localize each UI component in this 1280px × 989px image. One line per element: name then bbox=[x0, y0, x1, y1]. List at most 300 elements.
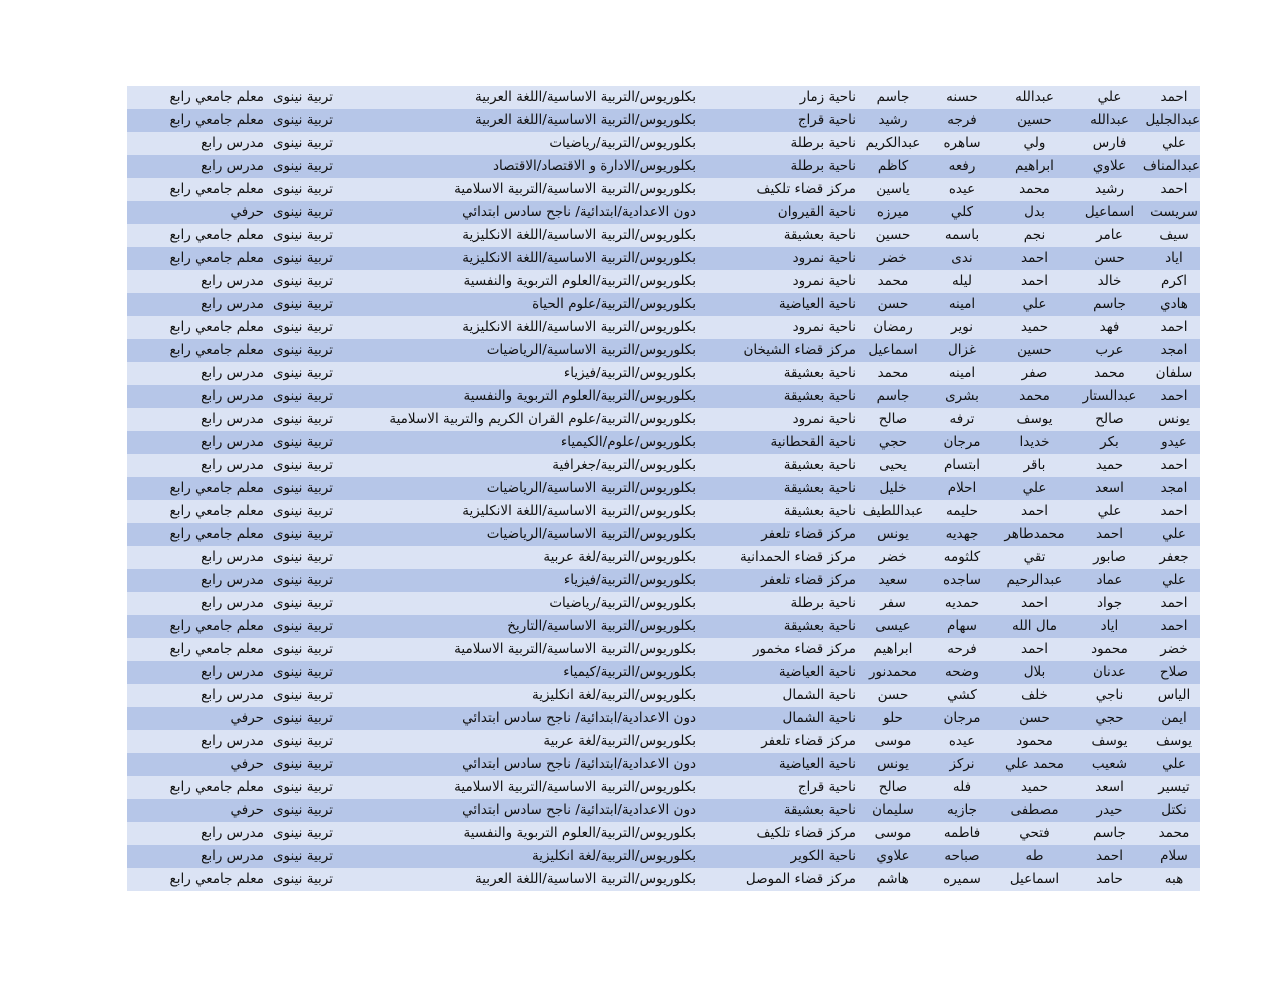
cell-grade: مدرس رابع bbox=[201, 135, 264, 151]
cell-first-name: اكرم bbox=[1161, 273, 1187, 289]
cell-mother-father-name: اسماعيل bbox=[868, 342, 918, 358]
cell-mother-name: جهديه bbox=[945, 526, 979, 542]
cell-directorate: تربية نينوى bbox=[272, 848, 333, 864]
table-row bbox=[127, 454, 1200, 477]
cell-directorate: تربية نينوى bbox=[272, 112, 333, 128]
cell-district: مركز قضاء تلكيف bbox=[756, 825, 856, 841]
cell-father-name: رشيد bbox=[1095, 181, 1124, 197]
cell-father-name: ناجي bbox=[1095, 687, 1124, 703]
cell-directorate: تربية نينوى bbox=[272, 365, 333, 381]
cell-qualification: بكلوريوس/الادارة و الاقتصاد/الاقتصاد bbox=[492, 158, 696, 174]
cell-directorate: تربية نينوى bbox=[272, 319, 333, 335]
cell-mother-father-name: محمدنور bbox=[868, 664, 918, 680]
cell-grandfather-name: حسن bbox=[1019, 710, 1050, 726]
cell-directorate: تربية نينوى bbox=[272, 687, 333, 703]
table-row bbox=[127, 155, 1200, 178]
cell-mother-father-name: ابراهيم bbox=[873, 641, 913, 657]
cell-grade: مدرس رابع bbox=[201, 296, 264, 312]
cell-grade: مدرس رابع bbox=[201, 365, 264, 381]
cell-mother-father-name: سفر bbox=[880, 595, 906, 611]
cell-directorate: تربية نينوى bbox=[272, 89, 333, 105]
cell-grandfather-name: احمد bbox=[1021, 595, 1048, 611]
cell-grade: مدرس رابع bbox=[201, 158, 264, 174]
cell-mother-name: كلي bbox=[950, 204, 974, 220]
table-row bbox=[127, 86, 1200, 109]
cell-grade: مدرس رابع bbox=[201, 457, 264, 473]
cell-first-name: احمد bbox=[1160, 503, 1188, 519]
cell-qualification: بكلوريوس/التربية الاساسية/الرياضيات bbox=[486, 526, 696, 542]
table-row bbox=[127, 132, 1200, 155]
cell-directorate: تربية نينوى bbox=[272, 503, 333, 519]
cell-father-name: علي bbox=[1097, 503, 1122, 519]
cell-directorate: تربية نينوى bbox=[272, 710, 333, 726]
cell-grandfather-name: خديدا bbox=[1019, 434, 1050, 450]
cell-father-name: جواد bbox=[1096, 595, 1123, 611]
cell-grandfather-name: طه bbox=[1025, 848, 1044, 864]
cell-grandfather-name: ابراهيم bbox=[1015, 158, 1054, 174]
cell-father-name: جاسم bbox=[1093, 296, 1126, 312]
cell-grandfather-name: حسين bbox=[1017, 112, 1052, 128]
cell-district: ناحية العياضية bbox=[778, 756, 856, 772]
cell-grade: معلم جامعي رابع bbox=[169, 526, 264, 542]
cell-mother-father-name: علاوي bbox=[876, 848, 910, 864]
cell-grandfather-name: احمد bbox=[1021, 273, 1048, 289]
cell-qualification: بكلوريوس/التربية/لغة انكليزية bbox=[531, 687, 696, 703]
cell-mother-name: مرجان bbox=[943, 710, 981, 726]
cell-father-name: عماد bbox=[1096, 572, 1123, 588]
cell-grandfather-name: مال الله bbox=[1011, 618, 1057, 634]
cell-grade: مدرس رابع bbox=[201, 434, 264, 450]
cell-first-name: علي bbox=[1162, 526, 1186, 542]
cell-directorate: تربية نينوى bbox=[272, 273, 333, 289]
cell-mother-name: فرجه bbox=[947, 112, 977, 128]
cell-directorate: تربية نينوى bbox=[272, 871, 333, 887]
cell-first-name: امجد bbox=[1160, 480, 1188, 496]
cell-directorate: تربية نينوى bbox=[272, 388, 333, 404]
cell-grade: مدرس رابع bbox=[201, 687, 264, 703]
cell-district: ناحية قراج bbox=[797, 112, 856, 128]
cell-directorate: تربية نينوى bbox=[272, 204, 333, 220]
cell-mother-name: جازيه bbox=[947, 802, 977, 818]
cell-district: ناحية الشمال bbox=[782, 710, 856, 726]
cell-grandfather-name: باقر bbox=[1023, 457, 1046, 473]
cell-first-name: احمد bbox=[1160, 181, 1188, 197]
cell-father-name: يوسف bbox=[1091, 733, 1128, 749]
cell-father-name: عبدالله bbox=[1090, 112, 1129, 128]
cell-mother-name: ندى bbox=[951, 250, 973, 266]
cell-district: مركز قضاء الموصل bbox=[745, 871, 856, 887]
cell-grandfather-name: ولي bbox=[1023, 135, 1046, 151]
cell-district: ناحية القيروان bbox=[777, 204, 856, 220]
cell-grandfather-name: فتحي bbox=[1019, 825, 1050, 841]
cell-district: ناحية برطلة bbox=[790, 595, 856, 611]
cell-mother-father-name: حسن bbox=[877, 687, 909, 703]
table-row bbox=[127, 546, 1200, 569]
cell-grade: مدرس رابع bbox=[201, 595, 264, 611]
cell-mother-name: بشرى bbox=[945, 388, 979, 404]
cell-first-name: احمد bbox=[1160, 89, 1188, 105]
cell-father-name: محمد bbox=[1094, 365, 1125, 381]
cell-first-name: علي bbox=[1162, 756, 1186, 772]
cell-mother-father-name: حجي bbox=[878, 434, 908, 450]
cell-directorate: تربية نينوى bbox=[272, 411, 333, 427]
cell-first-name: عيدو bbox=[1161, 434, 1187, 450]
cell-first-name: اياد bbox=[1165, 250, 1183, 266]
cell-mother-name: صباحه bbox=[944, 848, 980, 864]
cell-grade: معلم جامعي رابع bbox=[169, 89, 264, 105]
cell-mother-name: ابتسام bbox=[943, 457, 981, 473]
cell-mother-father-name: يونس bbox=[877, 756, 909, 772]
cell-grandfather-name: احمد bbox=[1021, 641, 1048, 657]
cell-first-name: الياس bbox=[1157, 687, 1191, 703]
cell-first-name: جعفر bbox=[1159, 549, 1189, 565]
cell-first-name: تيسير bbox=[1158, 779, 1190, 795]
cell-first-name: محمد bbox=[1158, 825, 1190, 841]
cell-father-name: عامر bbox=[1096, 227, 1123, 243]
cell-first-name: سلام bbox=[1160, 848, 1188, 864]
cell-mother-father-name: سعيد bbox=[878, 572, 908, 588]
cell-mother-name: حمديه bbox=[944, 595, 980, 611]
cell-district: مركز قضاء تلكيف bbox=[756, 181, 856, 197]
cell-district: ناحية بعشيقة bbox=[783, 480, 856, 496]
cell-grandfather-name: خلف bbox=[1021, 687, 1048, 703]
cell-mother-name: نركز bbox=[949, 756, 975, 772]
table-row bbox=[127, 661, 1200, 684]
cell-district: ناحية العياضية bbox=[778, 296, 856, 312]
table-row bbox=[127, 799, 1200, 822]
cell-mother-name: عيده bbox=[948, 181, 976, 197]
cell-qualification: بكلوريوس/التربية/علوم الحياة bbox=[532, 296, 696, 312]
cell-directorate: تربية نينوى bbox=[272, 434, 333, 450]
cell-grade: معلم جامعي رابع bbox=[169, 181, 264, 197]
table-row bbox=[127, 247, 1200, 270]
cell-first-name: خضر bbox=[1160, 641, 1188, 657]
table-row bbox=[127, 615, 1200, 638]
cell-grade: مدرس رابع bbox=[201, 411, 264, 427]
cell-mother-father-name: جاسم bbox=[876, 388, 910, 404]
table-row bbox=[127, 431, 1200, 454]
cell-district: ناحية برطلة bbox=[790, 158, 856, 174]
cell-grandfather-name: مصطفى bbox=[1010, 802, 1059, 818]
cell-father-name: جاسم bbox=[1093, 825, 1126, 841]
cell-qualification: بكلوريوس/التربية الاساسية/التربية الاسلامية bbox=[454, 181, 696, 197]
cell-father-name: حسن bbox=[1094, 250, 1125, 266]
cell-first-name: علي bbox=[1162, 135, 1186, 151]
table-row bbox=[127, 822, 1200, 845]
cell-first-name: نكتل bbox=[1161, 802, 1187, 818]
cell-mother-father-name: خليل bbox=[879, 480, 907, 496]
cell-father-name: احمد bbox=[1096, 526, 1123, 542]
cell-mother-father-name: خضر bbox=[879, 250, 907, 266]
cell-qualification: دون الاعدادية/ابتدائية/ ناجح سادس ابتدائي bbox=[462, 204, 696, 220]
cell-qualification: بكلوريوس/التربية/لغة عربية bbox=[543, 549, 696, 565]
cell-grandfather-name: محمد علي bbox=[1005, 756, 1064, 772]
cell-grandfather-name: علي bbox=[1022, 296, 1047, 312]
cell-mother-name: فرحه bbox=[947, 641, 977, 657]
cell-grandfather-name: يوسف bbox=[1016, 411, 1053, 427]
cell-grandfather-name: بدل bbox=[1024, 204, 1045, 220]
cell-first-name: علي bbox=[1162, 572, 1186, 588]
cell-first-name: ايمن bbox=[1161, 710, 1187, 726]
cell-grade: معلم جامعي رابع bbox=[169, 871, 264, 887]
cell-qualification: بكلوريوس/التربية الاساسية/اللغة الانكليزية bbox=[462, 227, 696, 243]
cell-qualification: بكلوريوس/التربية/العلوم التربوية والنفسية bbox=[463, 388, 696, 404]
cell-first-name: هادي bbox=[1160, 296, 1188, 312]
cell-grandfather-name: احمد bbox=[1021, 503, 1048, 519]
cell-qualification: بكلوريوس/التربية الاساسية/اللغة الانكليزية bbox=[462, 250, 696, 266]
cell-qualification: بكلوريوس/التربية الاساسية/الرياضيات bbox=[486, 480, 696, 496]
cell-first-name: سريست bbox=[1150, 204, 1198, 220]
cell-district: ناحية نمرود bbox=[792, 250, 856, 266]
cell-first-name: احمد bbox=[1160, 388, 1188, 404]
cell-father-name: خالد bbox=[1097, 273, 1122, 289]
cell-mother-name: ليله bbox=[952, 273, 972, 289]
cell-directorate: تربية نينوى bbox=[272, 296, 333, 312]
cell-qualification: بكلوريوس/التربية الاساسية/اللغة الانكليزية bbox=[462, 319, 696, 335]
cell-grandfather-name: احمد bbox=[1021, 250, 1048, 266]
cell-father-name: اسعد bbox=[1095, 480, 1124, 496]
cell-grandfather-name: عبدالله bbox=[1015, 89, 1054, 105]
cell-first-name: احمد bbox=[1160, 595, 1188, 611]
cell-first-name: عبدالمناف bbox=[1142, 158, 1200, 174]
cell-district: مركز قضاء تلعفر bbox=[761, 733, 856, 749]
cell-directorate: تربية نينوى bbox=[272, 181, 333, 197]
cell-mother-father-name: حلو bbox=[883, 710, 903, 726]
cell-grade: معلم جامعي رابع bbox=[169, 319, 264, 335]
cell-mother-father-name: خضر bbox=[879, 549, 907, 565]
cell-district: ناحية نمرود bbox=[792, 411, 856, 427]
cell-first-name: هبه bbox=[1164, 871, 1184, 887]
cell-mother-name: امينه bbox=[948, 296, 976, 312]
cell-qualification: بكلوريوس/التربية/رياضيات bbox=[549, 135, 696, 151]
cell-directorate: تربية نينوى bbox=[272, 733, 333, 749]
cell-grade: معلم جامعي رابع bbox=[169, 342, 264, 358]
cell-first-name: امجد bbox=[1160, 342, 1188, 358]
table-row bbox=[127, 684, 1200, 707]
cell-mother-name: امينه bbox=[948, 365, 976, 381]
table-row bbox=[127, 523, 1200, 546]
cell-qualification: بكلوريوس/علوم/الكيمياء bbox=[560, 434, 696, 450]
cell-mother-name: باسمه bbox=[944, 227, 980, 243]
cell-grandfather-name: عبدالرحيم bbox=[1006, 572, 1063, 588]
cell-district: ناحية بعشيقة bbox=[783, 503, 856, 519]
table-row bbox=[127, 592, 1200, 615]
cell-mother-father-name: هاشم bbox=[877, 871, 909, 887]
cell-mother-name: غزال bbox=[947, 342, 977, 358]
cell-grade: معلم جامعي رابع bbox=[169, 227, 264, 243]
table-row bbox=[127, 638, 1200, 661]
table-row bbox=[127, 730, 1200, 753]
table-row bbox=[127, 868, 1200, 891]
cell-mother-name: سميره bbox=[943, 871, 981, 887]
cell-mother-father-name: صالح bbox=[878, 411, 908, 427]
cell-district: ناحية القحطانية bbox=[770, 434, 856, 450]
cell-district: ناحية بعشيقة bbox=[783, 802, 856, 818]
cell-directorate: تربية نينوى bbox=[272, 549, 333, 565]
cell-directorate: تربية نينوى bbox=[272, 825, 333, 841]
cell-qualification: بكلوريوس/التربية/جغرافية bbox=[552, 457, 696, 473]
cell-grade: حرفي bbox=[230, 802, 264, 818]
cell-grade: مدرس رابع bbox=[201, 273, 264, 289]
cell-grade: معلم جامعي رابع bbox=[169, 641, 264, 657]
cell-grandfather-name: حميد bbox=[1020, 779, 1049, 795]
cell-first-name: سلفان bbox=[1155, 365, 1193, 381]
cell-grade: مدرس رابع bbox=[201, 825, 264, 841]
table-row bbox=[127, 316, 1200, 339]
cell-grandfather-name: حسين bbox=[1017, 342, 1052, 358]
cell-qualification: بكلوريوس/التربية الاساسية/الرياضيات bbox=[486, 342, 696, 358]
cell-mother-father-name: يحيى bbox=[879, 457, 907, 473]
cell-grade: معلم جامعي رابع bbox=[169, 618, 264, 634]
cell-mother-name: مرجان bbox=[943, 434, 981, 450]
cell-father-name: حامد bbox=[1096, 871, 1123, 887]
cell-district: ناحية بعشيقة bbox=[783, 457, 856, 473]
cell-father-name: عدنان bbox=[1093, 664, 1126, 680]
cell-father-name: صابور bbox=[1093, 549, 1126, 565]
table-row bbox=[127, 707, 1200, 730]
cell-mother-father-name: ياسين bbox=[876, 181, 910, 197]
cell-mother-name: رفعه bbox=[948, 158, 976, 174]
table-row bbox=[127, 753, 1200, 776]
cell-district: ناحية العياضية bbox=[778, 664, 856, 680]
table-row bbox=[127, 109, 1200, 132]
cell-grade: حرفي bbox=[230, 756, 264, 772]
cell-qualification: دون الاعدادية/ابتدائية/ ناجح سادس ابتدائي bbox=[462, 802, 696, 818]
cell-first-name: صلاح bbox=[1159, 664, 1189, 680]
cell-grade: مدرس رابع bbox=[201, 549, 264, 565]
cell-directorate: تربية نينوى bbox=[272, 250, 333, 266]
cell-district: ناحية الشمال bbox=[782, 687, 856, 703]
cell-mother-name: كشي bbox=[947, 687, 977, 703]
table-row bbox=[127, 500, 1200, 523]
cell-grade: مدرس رابع bbox=[201, 572, 264, 588]
cell-grade: معلم جامعي رابع bbox=[169, 503, 264, 519]
data-table bbox=[127, 86, 1200, 891]
cell-district: ناحية بعشيقة bbox=[783, 227, 856, 243]
cell-directorate: تربية نينوى bbox=[272, 572, 333, 588]
cell-directorate: تربية نينوى bbox=[272, 457, 333, 473]
cell-grandfather-name: صفر bbox=[1021, 365, 1048, 381]
cell-father-name: محمود bbox=[1091, 641, 1128, 657]
cell-district: ناحية نمرود bbox=[792, 319, 856, 335]
cell-mother-father-name: عيسى bbox=[875, 618, 911, 634]
cell-qualification: بكلوريوس/التربية/كيمياء bbox=[563, 664, 696, 680]
cell-grade: حرفي bbox=[230, 710, 264, 726]
cell-qualification: دون الاعدادية/ابتدائية/ ناجح سادس ابتدائي bbox=[462, 710, 696, 726]
cell-father-name: عبدالستار bbox=[1082, 388, 1137, 404]
table-row bbox=[127, 224, 1200, 247]
cell-father-name: احمد bbox=[1096, 848, 1123, 864]
cell-father-name: علي bbox=[1097, 89, 1122, 105]
cell-mother-name: احلام bbox=[947, 480, 977, 496]
cell-first-name: يونس bbox=[1158, 411, 1190, 427]
cell-father-name: صالح bbox=[1095, 411, 1124, 427]
cell-directorate: تربية نينوى bbox=[272, 595, 333, 611]
cell-district: مركز قضاء تلعفر bbox=[761, 572, 856, 588]
cell-directorate: تربية نينوى bbox=[272, 342, 333, 358]
cell-directorate: تربية نينوى bbox=[272, 480, 333, 496]
cell-grandfather-name: بلال bbox=[1023, 664, 1046, 680]
table-row bbox=[127, 776, 1200, 799]
cell-district: مركز قضاء الحمدانية bbox=[739, 549, 856, 565]
cell-qualification: بكلوريوس/التربية/العلوم التربوية والنفسية bbox=[463, 273, 696, 289]
cell-first-name: سيف bbox=[1159, 227, 1189, 243]
cell-father-name: عرب bbox=[1095, 342, 1124, 358]
table-row bbox=[127, 293, 1200, 316]
cell-district: ناحية بعشيقة bbox=[783, 365, 856, 381]
cell-directorate: تربية نينوى bbox=[272, 802, 333, 818]
cell-father-name: اسعد bbox=[1095, 779, 1124, 795]
cell-qualification: بكلوريوس/التربية/فيزياء bbox=[563, 365, 696, 381]
cell-grandfather-name: نجم bbox=[1023, 227, 1046, 243]
cell-grade: معلم جامعي رابع bbox=[169, 480, 264, 496]
cell-grade: معلم جامعي رابع bbox=[169, 779, 264, 795]
cell-father-name: حميد bbox=[1095, 457, 1124, 473]
cell-first-name: يوسف bbox=[1155, 733, 1193, 749]
table-row bbox=[127, 178, 1200, 201]
cell-qualification: دون الاعدادية/ابتدائية/ ناجح سادس ابتدائي bbox=[462, 756, 696, 772]
cell-mother-name: ترفه bbox=[949, 411, 975, 427]
cell-directorate: تربية نينوى bbox=[272, 756, 333, 772]
cell-grade: معلم جامعي رابع bbox=[169, 250, 264, 266]
cell-mother-father-name: عبدالكريم bbox=[865, 135, 921, 151]
cell-mother-father-name: صالح bbox=[878, 779, 908, 795]
cell-father-name: فهد bbox=[1099, 319, 1120, 335]
cell-mother-father-name: ميرزه bbox=[876, 204, 910, 220]
cell-mother-name: نوير bbox=[951, 319, 973, 335]
cell-district: ناحية بعشيقة bbox=[783, 618, 856, 634]
cell-mother-name: حليمه bbox=[946, 503, 978, 519]
cell-mother-name: فله bbox=[952, 779, 972, 795]
cell-district: ناحية نمرود bbox=[792, 273, 856, 289]
cell-grandfather-name: تقي bbox=[1023, 549, 1046, 565]
cell-first-name: احمد bbox=[1160, 457, 1188, 473]
cell-qualification: بكلوريوس/التربية/رياضيات bbox=[549, 595, 696, 611]
cell-mother-name: وضحه bbox=[945, 664, 979, 680]
cell-district: ناحية برطلة bbox=[790, 135, 856, 151]
cell-father-name: حيدر bbox=[1096, 802, 1123, 818]
cell-directorate: تربية نينوى bbox=[272, 135, 333, 151]
cell-qualification: بكلوريوس/التربية الاساسية/التاريخ bbox=[507, 618, 696, 634]
cell-mother-name: فاطمه bbox=[943, 825, 981, 841]
table-row bbox=[127, 339, 1200, 362]
cell-qualification: بكلوريوس/التربية الاساسية/اللغة الانكليزية bbox=[462, 503, 696, 519]
cell-qualification: بكلوريوس/التربية الاساسية/اللغة العربية bbox=[475, 89, 696, 105]
cell-father-name: فارس bbox=[1092, 135, 1127, 151]
cell-mother-name: ساهره bbox=[943, 135, 981, 151]
table-row bbox=[127, 362, 1200, 385]
cell-grandfather-name: محمود bbox=[1016, 733, 1053, 749]
cell-mother-father-name: حسن bbox=[877, 296, 909, 312]
cell-father-name: اياد bbox=[1100, 618, 1119, 634]
table-row bbox=[127, 201, 1200, 224]
cell-mother-name: حسنه bbox=[946, 89, 978, 105]
cell-directorate: تربية نينوى bbox=[272, 158, 333, 174]
table-row bbox=[127, 408, 1200, 431]
cell-district: مركز قضاء مخمور bbox=[752, 641, 856, 657]
cell-first-name: عبدالجليل bbox=[1145, 112, 1200, 128]
cell-district: ناحية زمار bbox=[799, 89, 856, 105]
cell-directorate: تربية نينوى bbox=[272, 227, 333, 243]
cell-mother-father-name: رشيد bbox=[878, 112, 908, 128]
cell-father-name: بكر bbox=[1100, 434, 1119, 450]
cell-father-name: حجي bbox=[1095, 710, 1124, 726]
cell-qualification: بكلوريوس/التربية/لغة انكليزية bbox=[531, 848, 696, 864]
cell-qualification: بكلوريوس/التربية الاساسية/اللغة العربية bbox=[475, 871, 696, 887]
cell-mother-father-name: سليمان bbox=[872, 802, 914, 818]
table-row bbox=[127, 845, 1200, 868]
cell-grade: مدرس رابع bbox=[201, 733, 264, 749]
